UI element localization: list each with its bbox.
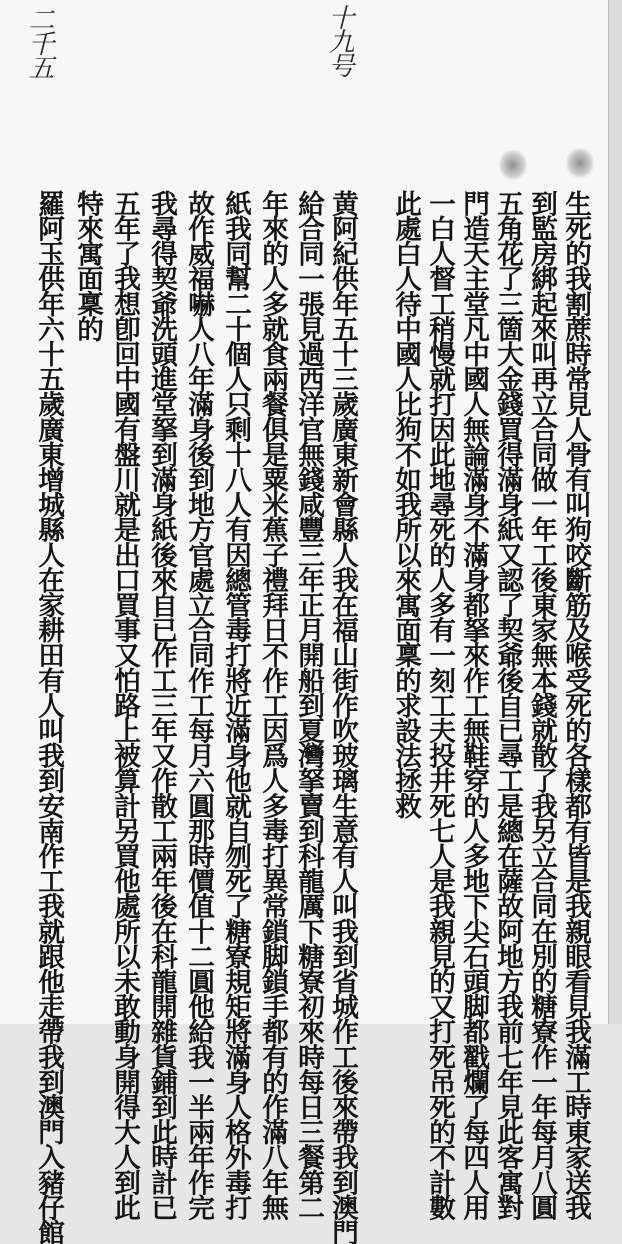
text-column-17: 羅阿玉供年六十五歲廣東增城縣人在家耕田有人叫我到安南作工我就跟他走帶我到澳門入豬仔館 [33, 190, 64, 1244]
text-column-3: 五角花了三箇大金錢買得滿身紙又認了契爺後自已尋工是總在薩故阿地方我前七年見此客寓對 [492, 190, 523, 1220]
text-column-1: 生死的我割蔗時常見人骨有叫狗咬斷筋及喉受死的各樣都有皆是我親眼看見我滿工時東家送我 [560, 190, 591, 1220]
text-column-5: 一白人督工稍慢就打因此地尋死的人多有一刻工夫投井死七人是我親見的又打死吊死的不計數 [424, 190, 455, 1220]
text-column-9: 給合同一張見過西洋官無錢咸豐三年正月開船到夏灣拏賣到科龍厲下糖寮初來時每日三餐第二 [293, 190, 324, 1220]
ink-smudge [566, 148, 594, 178]
text-column-11: 紙我同幫二十個人只剩十八人有因總管毒打將近滿身他就自刎死了糖寮規矩將滿身人格外毒打 [220, 190, 251, 1220]
text-column-14: 五年了我想卽回中國有盤川就是出口買事又怕路上被算計另買他處所以未敢動身開得大人到此 [109, 190, 140, 1220]
text-column-10: 年來的人多就食兩餐俱是粟米蕉子禮拜日不作工因爲人多毒打異常鎖脚鎖手都有的作滿八年無 [257, 190, 288, 1220]
handwritten-note-left: 二千五 [24, 6, 54, 78]
text-column-15: 特來寓面稟的 [72, 190, 103, 341]
page-edge [608, 0, 622, 1024]
text-column-4: 門造天主堂凡中國人無論滿身不滿身都拏來作工無鞋穿的人多地下尖石頭脚都戳爛了每四人用 [458, 190, 489, 1220]
text-column-13: 我尋得契爺洗頭進堂拏到滿身紙後來自已作工三年又作散工兩年後在科龍開雜貨鋪到此時計已 [146, 190, 177, 1220]
handwritten-note-middle: 十九号 [324, 4, 354, 76]
text-column-8: 黄阿紀供年五十三歲廣東新會縣人我在福山街作吹玻璃生意有人叫我到省城作工後來帶我到澳門 [327, 190, 358, 1244]
text-column-12: 故作威福嚇人八年滿身後到地方官處立合同作工每月六圓那時價值十二圓他給我一半兩年作完 [183, 190, 214, 1220]
text-column-2: 到監房綁起來叫再立合同做一年工後東家無本錢就散了我另立合同在別的糖寮作一年每月八圓 [526, 190, 557, 1220]
ink-smudge [499, 150, 527, 180]
text-column-6: 此處白人待中國人比狗不如我所以來寓面稟的求設法拯救 [390, 190, 421, 818]
